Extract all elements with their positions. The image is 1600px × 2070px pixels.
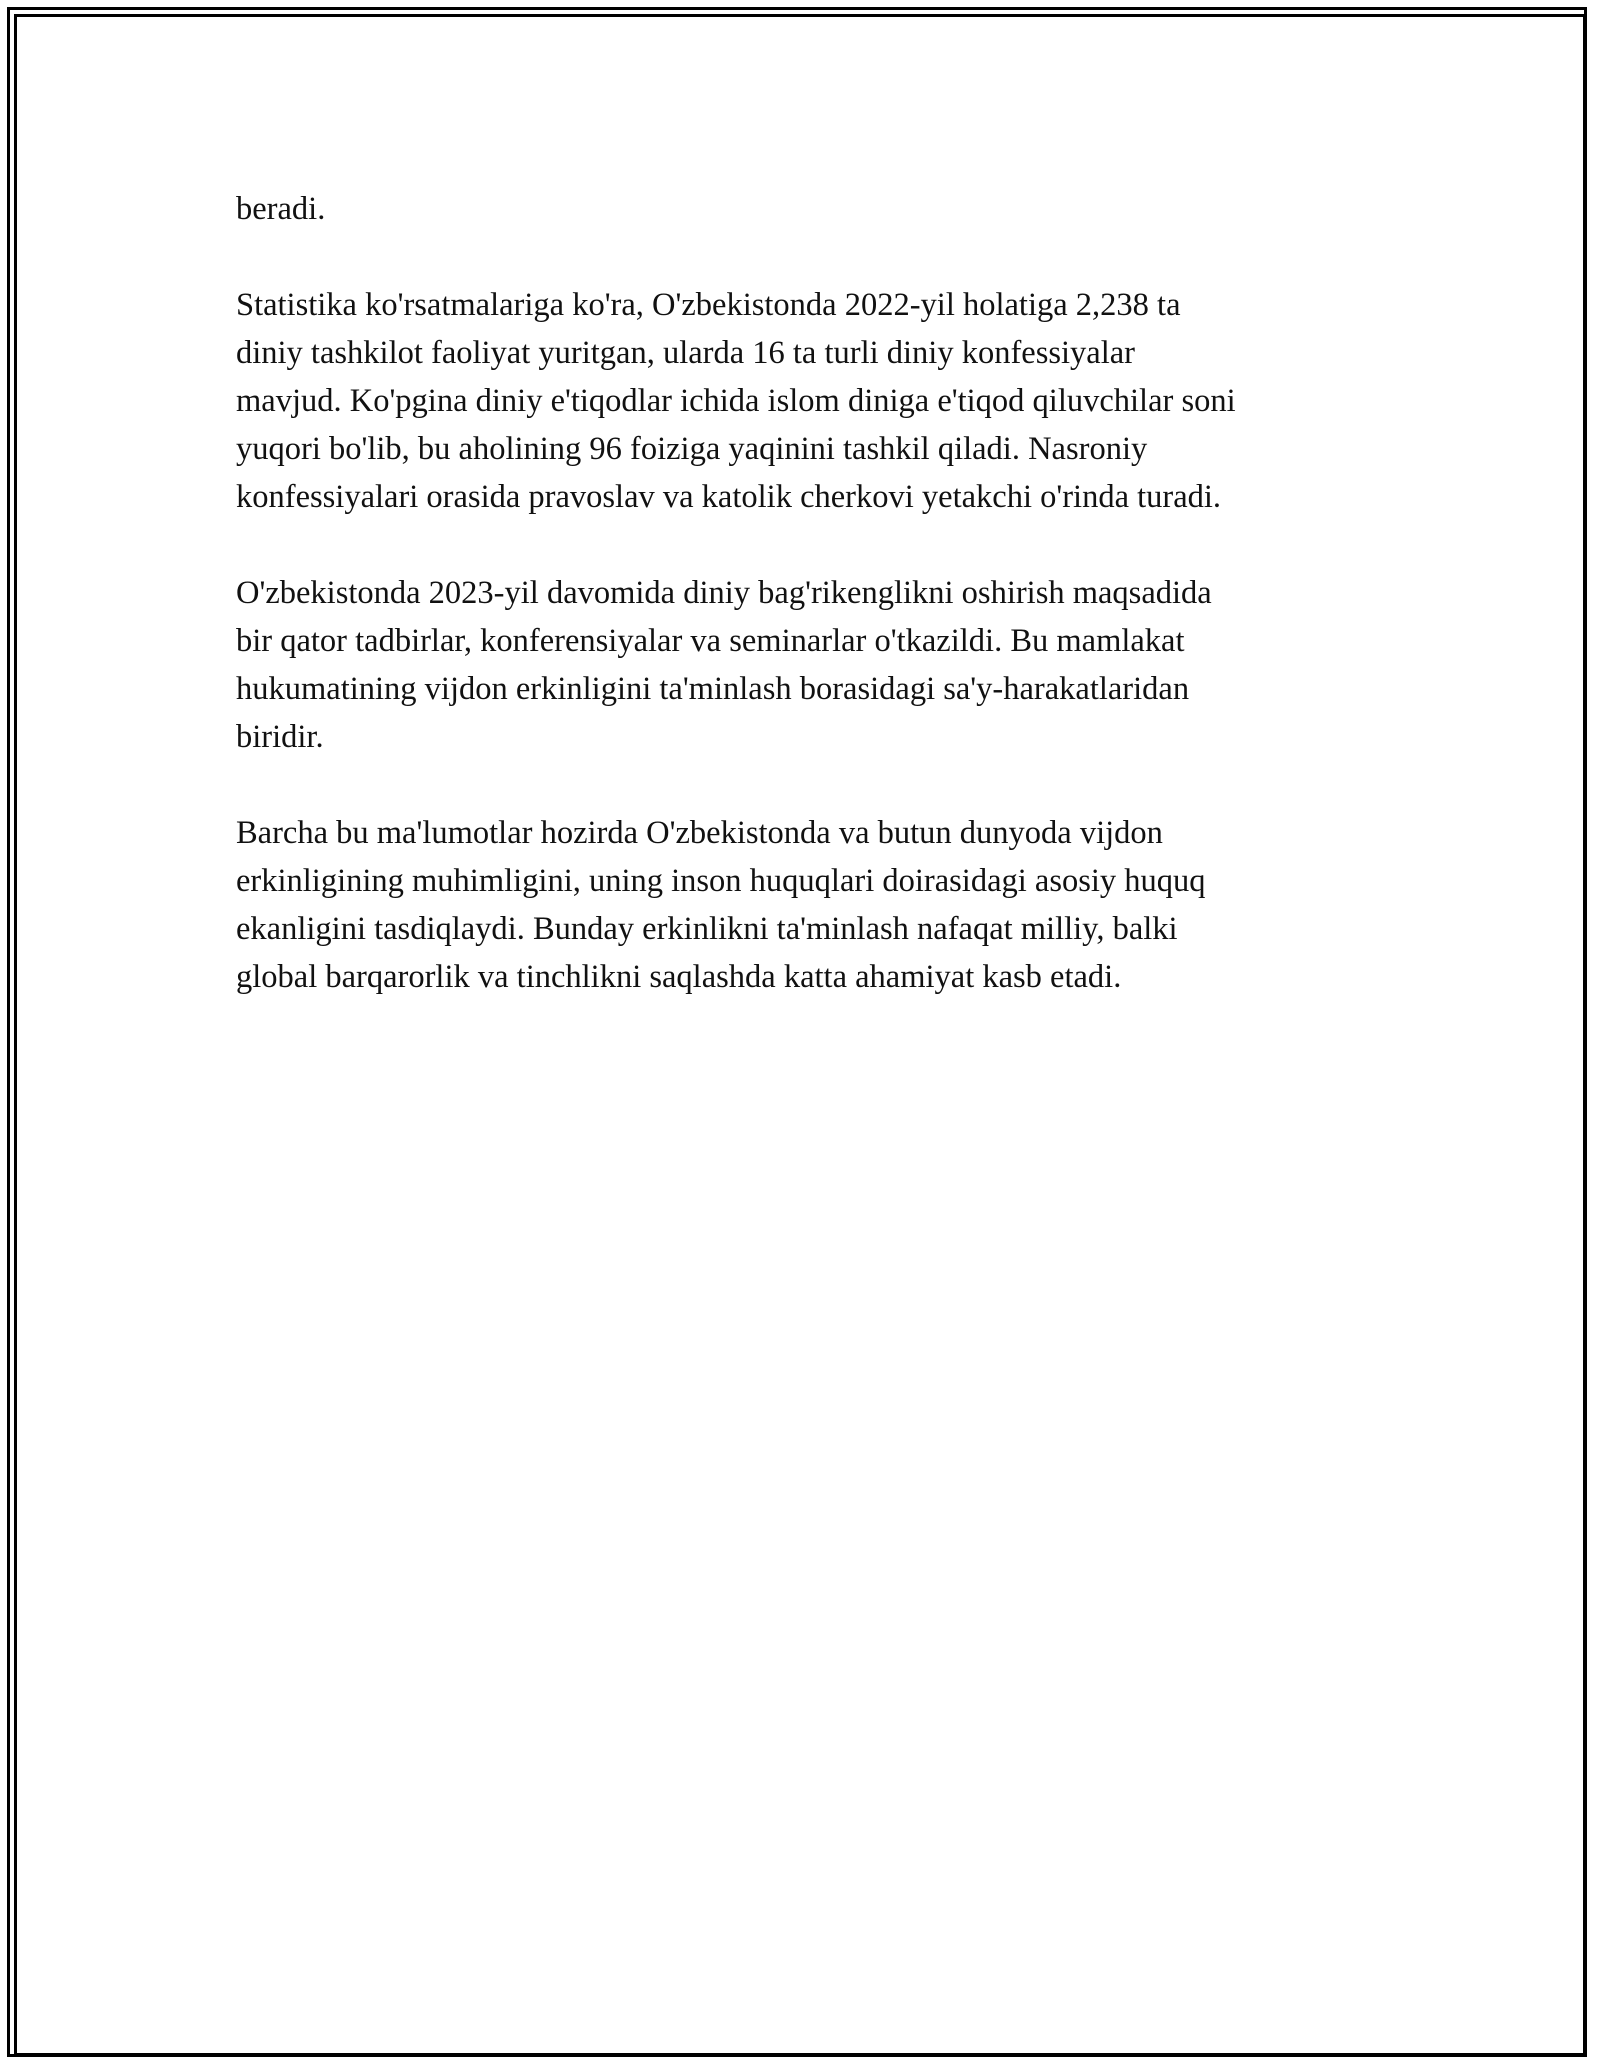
text-line: ekanligini tasdiqlaydi. Bunday erkinlikni ta'minlash nafaqat milliy, balki xyxy=(236,911,1178,947)
text-line: mavjud. Ko'pgina diniy e'tiqodlar ichida islom diniga e'tiqod qiluvchilar soni xyxy=(236,383,1236,419)
paragraph-2 xyxy=(236,281,1386,521)
text-line: bir qator tadbirlar, konferensiyalar va seminarlar o'tkazildi. Bu mamlakat xyxy=(236,623,1185,659)
text-line: Barcha bu ma'lumotlar hozirda O'zbekistonda va butun dunyoda vijdon xyxy=(236,815,1163,851)
text-line: yuqori bo'lib, bu aholining 96 foiziga yaqinini tashkil qiladi. Nasroniy xyxy=(236,431,1148,467)
text-line: diniy tashkilot faoliyat yuritgan, ularda 16 ta turli diniy konfessiyalar xyxy=(236,335,1135,371)
paragraph-1 xyxy=(236,185,1386,233)
text-line: hukumatining vijdon erkinligini ta'minlash borasidagi sa'y-harakatlaridan xyxy=(236,671,1190,707)
text-line: konfessiyalari orasida pravoslav va katolik cherkovi yetakchi o'rinda turadi. xyxy=(236,479,1222,515)
text-line: biridir. xyxy=(236,719,324,755)
document-body xyxy=(236,185,1386,1049)
paragraph-4 xyxy=(236,809,1386,1001)
text-line: beradi. xyxy=(236,191,326,227)
text-line: O'zbekistonda 2023-yil davomida diniy bag'rikenglikni oshirish maqsadida xyxy=(236,575,1212,611)
text-line: Statistika ko'rsatmalariga ko'ra, O'zbekistonda 2022-yil holatiga 2,238 ta xyxy=(236,287,1181,323)
text-line: erkinligining muhimligini, uning inson huquqlari doirasidagi asosiy huquq xyxy=(236,863,1206,899)
paragraph-3 xyxy=(236,569,1386,761)
text-line: global barqarorlik va tinchlikni saqlashda katta ahamiyat kasb etadi. xyxy=(236,959,1122,995)
